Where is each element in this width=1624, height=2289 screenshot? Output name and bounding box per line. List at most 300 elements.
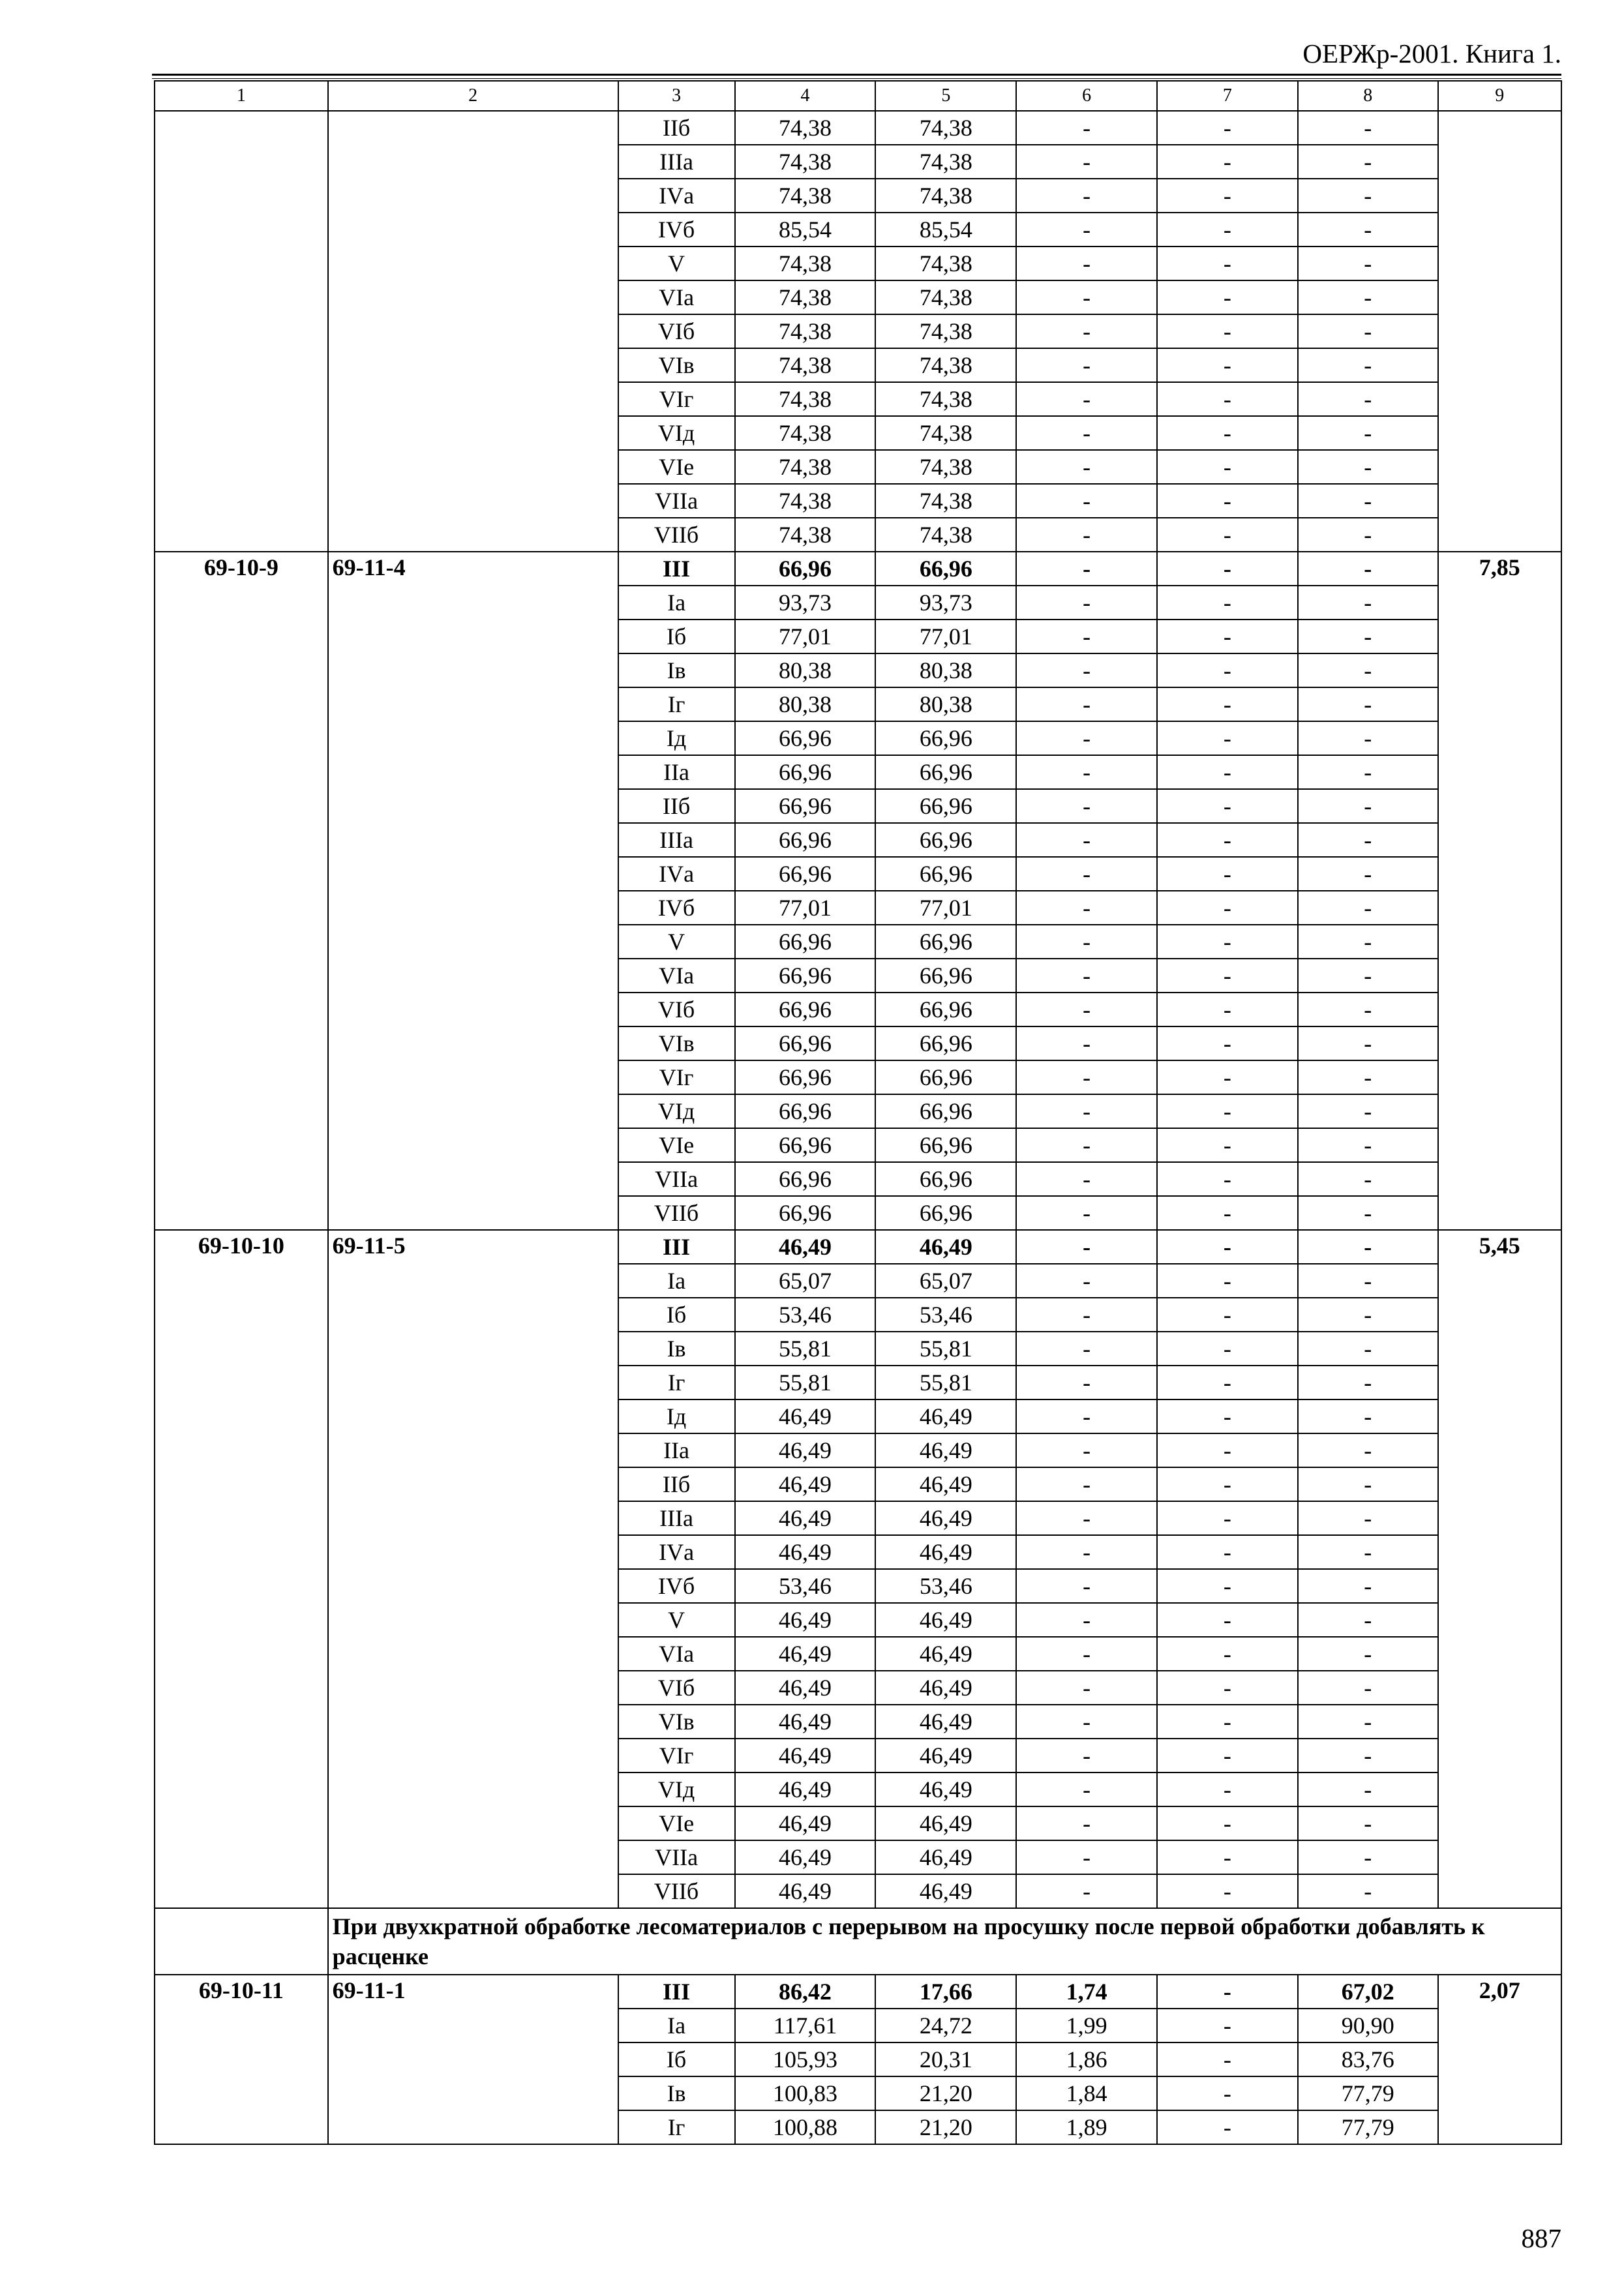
value-cell: -	[1298, 416, 1438, 450]
value-cell: -	[1157, 1332, 1298, 1366]
zone-cell: Iб	[618, 2042, 735, 2076]
value-cell: 66,96	[875, 1094, 1016, 1128]
table-row	[155, 1230, 1561, 1264]
value-cell: -	[1157, 1705, 1298, 1739]
value-cell: -	[1298, 145, 1438, 179]
value-cell: -	[1157, 348, 1298, 382]
value-cell: 53,46	[875, 1298, 1016, 1332]
value-cell: 74,38	[735, 416, 876, 450]
zone-cell: Iд	[618, 1399, 735, 1433]
value-cell: -	[1157, 2009, 1298, 2042]
value-cell: -	[1157, 1264, 1298, 1298]
value-cell: 46,49	[735, 1773, 876, 1806]
value-cell: -	[1016, 484, 1157, 518]
value-cell: 66,96	[735, 755, 876, 789]
value-cell: -	[1298, 111, 1438, 145]
value-cell: 77,01	[875, 891, 1016, 925]
value-cell: -	[1016, 1196, 1157, 1230]
value-cell: 66,96	[875, 1196, 1016, 1230]
value-cell: -	[1298, 1366, 1438, 1399]
value-cell: 66,96	[735, 1162, 876, 1196]
rate-code-cell: 69-10-11	[155, 1975, 328, 2144]
column-number-row	[155, 81, 1561, 111]
value-cell: -	[1298, 1637, 1438, 1671]
value-cell: 86,42	[735, 1975, 876, 2009]
value-cell: -	[1157, 382, 1298, 416]
value-cell: -	[1298, 1094, 1438, 1128]
reference-code-cell: 69-11-1	[328, 1975, 618, 2144]
value-cell: -	[1016, 280, 1157, 314]
value-cell: 46,49	[735, 1603, 876, 1637]
zone-cell: V	[618, 247, 735, 280]
value-cell: -	[1157, 1399, 1298, 1433]
value-cell: -	[1016, 1162, 1157, 1196]
value-cell: -	[1157, 925, 1298, 959]
value-cell: 66,96	[735, 1128, 876, 1162]
value-cell: -	[1016, 1230, 1157, 1264]
value-cell: -	[1298, 925, 1438, 959]
value-cell: -	[1298, 484, 1438, 518]
value-cell: -	[1157, 1535, 1298, 1569]
zone-cell: VIIа	[618, 484, 735, 518]
value-cell: -	[1016, 213, 1157, 247]
zone-cell: VIг	[618, 382, 735, 416]
value-cell: -	[1157, 213, 1298, 247]
value-cell: -	[1016, 823, 1157, 857]
value-cell: -	[1298, 857, 1438, 891]
value-cell: -	[1157, 1501, 1298, 1535]
value-cell: 77,01	[735, 891, 876, 925]
value-cell: -	[1298, 1332, 1438, 1366]
column-number-cell: 2	[328, 81, 618, 111]
value-cell: 66,96	[875, 755, 1016, 789]
value-cell: 21,20	[875, 2076, 1016, 2110]
zone-cell: IIб	[618, 789, 735, 823]
header-rule	[152, 74, 1561, 76]
value-cell: -	[1157, 586, 1298, 620]
value-cell: 100,88	[735, 2110, 876, 2144]
table-row	[155, 552, 1561, 586]
zone-cell: VIIб	[618, 1196, 735, 1230]
value-cell: 17,66	[875, 1975, 1016, 2009]
value-cell: 74,38	[735, 145, 876, 179]
value-cell: -	[1016, 348, 1157, 382]
value-cell: 66,96	[735, 1094, 876, 1128]
page-number: 887	[1521, 2223, 1561, 2253]
column-9-cell: 7,85	[1438, 552, 1561, 1230]
value-cell: 46,49	[735, 1874, 876, 1908]
value-cell: 93,73	[735, 586, 876, 620]
value-cell: -	[1157, 1433, 1298, 1467]
value-cell: 80,38	[875, 653, 1016, 687]
value-cell: -	[1016, 552, 1157, 586]
value-cell: -	[1298, 450, 1438, 484]
value-cell: -	[1016, 1128, 1157, 1162]
value-cell: -	[1157, 179, 1298, 213]
value-cell: -	[1157, 1975, 1298, 2009]
value-cell: -	[1016, 1739, 1157, 1773]
column-number-cell: 8	[1298, 81, 1438, 111]
rates-table	[154, 80, 1562, 2145]
value-cell: -	[1157, 1637, 1298, 1671]
value-cell: 55,81	[875, 1332, 1016, 1366]
column-number-cell: 4	[735, 81, 876, 111]
value-cell: 46,49	[735, 1467, 876, 1501]
value-cell: -	[1298, 721, 1438, 755]
table-row	[155, 1975, 1561, 2009]
reference-code-cell	[328, 111, 618, 552]
value-cell: 74,38	[875, 484, 1016, 518]
value-cell: -	[1298, 1162, 1438, 1196]
zone-cell: V	[618, 925, 735, 959]
value-cell: -	[1157, 111, 1298, 145]
value-cell: -	[1016, 1705, 1157, 1739]
value-cell: -	[1157, 1671, 1298, 1705]
value-cell: -	[1298, 1026, 1438, 1060]
value-cell: -	[1157, 416, 1298, 450]
zone-cell: Iв	[618, 1332, 735, 1366]
value-cell: -	[1298, 1264, 1438, 1298]
value-cell: -	[1298, 552, 1438, 586]
value-cell: -	[1298, 993, 1438, 1026]
value-cell: 46,49	[735, 1806, 876, 1840]
value-cell: -	[1298, 247, 1438, 280]
value-cell: -	[1298, 314, 1438, 348]
value-cell: -	[1298, 789, 1438, 823]
value-cell: -	[1157, 518, 1298, 552]
value-cell: 46,49	[735, 1637, 876, 1671]
value-cell: -	[1298, 620, 1438, 653]
value-cell: 80,38	[735, 687, 876, 721]
value-cell: 117,61	[735, 2009, 876, 2042]
value-cell: -	[1157, 1773, 1298, 1806]
value-cell: -	[1298, 280, 1438, 314]
value-cell: 46,49	[875, 1501, 1016, 1535]
value-cell: 66,96	[735, 1196, 876, 1230]
value-cell: -	[1298, 1806, 1438, 1840]
rate-code-cell: 69-10-10	[155, 1230, 328, 1908]
value-cell: -	[1016, 1806, 1157, 1840]
value-cell: -	[1298, 382, 1438, 416]
value-cell: -	[1016, 1094, 1157, 1128]
value-cell: 1,74	[1016, 1975, 1157, 2009]
value-cell: -	[1157, 755, 1298, 789]
note-text: При двухкратной обработке лесоматериалов с перерывом на просушку после первой обработки добавлять к расценке	[328, 1908, 1561, 1975]
value-cell: 74,38	[735, 348, 876, 382]
zone-cell: Iг	[618, 2110, 735, 2144]
value-cell: 77,01	[875, 620, 1016, 653]
value-cell: -	[1298, 1060, 1438, 1094]
value-cell: 46,49	[875, 1874, 1016, 1908]
zone-cell: VIв	[618, 1026, 735, 1060]
value-cell: -	[1016, 620, 1157, 653]
column-9-cell	[1438, 111, 1561, 552]
value-cell: -	[1298, 1230, 1438, 1264]
value-cell: -	[1298, 1671, 1438, 1705]
value-cell: -	[1157, 1230, 1298, 1264]
value-cell: 74,38	[735, 314, 876, 348]
column-9-cell: 2,07	[1438, 1975, 1561, 2144]
value-cell: 46,49	[875, 1433, 1016, 1467]
value-cell: 46,49	[735, 1501, 876, 1535]
value-cell: -	[1298, 586, 1438, 620]
value-cell: -	[1298, 1433, 1438, 1467]
zone-cell: Iв	[618, 653, 735, 687]
value-cell: 105,93	[735, 2042, 876, 2076]
value-cell: -	[1157, 280, 1298, 314]
value-cell: 66,96	[735, 857, 876, 891]
zone-cell: VIб	[618, 314, 735, 348]
column-number-cell: 7	[1157, 81, 1298, 111]
value-cell: -	[1016, 518, 1157, 552]
document-header-title: ОЕРЖр-2001. Книга 1.	[1302, 38, 1561, 68]
value-cell: -	[1157, 145, 1298, 179]
value-cell: -	[1298, 1501, 1438, 1535]
value-cell: -	[1016, 1773, 1157, 1806]
value-cell: -	[1016, 1840, 1157, 1874]
value-cell: 74,38	[735, 247, 876, 280]
value-cell: 66,96	[875, 1162, 1016, 1196]
zone-cell: IIб	[618, 111, 735, 145]
value-cell: -	[1298, 687, 1438, 721]
value-cell: 74,38	[875, 280, 1016, 314]
value-cell: -	[1157, 2076, 1298, 2110]
value-cell: 55,81	[735, 1366, 876, 1399]
value-cell: 80,38	[735, 653, 876, 687]
zone-cell: Iб	[618, 1298, 735, 1332]
zone-cell: III	[618, 1975, 735, 2009]
value-cell: 74,38	[875, 145, 1016, 179]
value-cell: 74,38	[735, 280, 876, 314]
value-cell: -	[1298, 348, 1438, 382]
value-cell: 46,49	[735, 1433, 876, 1467]
zone-cell: Iа	[618, 586, 735, 620]
value-cell: -	[1016, 1501, 1157, 1535]
zone-cell: Iг	[618, 687, 735, 721]
zone-cell: VIг	[618, 1060, 735, 1094]
value-cell: 46,49	[875, 1230, 1016, 1264]
value-cell: -	[1157, 1467, 1298, 1501]
zone-cell: VIа	[618, 1637, 735, 1671]
value-cell: 74,38	[875, 450, 1016, 484]
value-cell: -	[1298, 1773, 1438, 1806]
reference-code-cell: 69-11-4	[328, 552, 618, 1230]
column-number-cell: 9	[1438, 81, 1561, 111]
header-rule-thin	[152, 78, 1561, 79]
value-cell: -	[1016, 145, 1157, 179]
value-cell: 66,96	[875, 552, 1016, 586]
value-cell: 1,99	[1016, 2009, 1157, 2042]
value-cell: -	[1016, 1637, 1157, 1671]
zone-cell: VIб	[618, 993, 735, 1026]
value-cell: -	[1016, 586, 1157, 620]
value-cell: -	[1016, 1026, 1157, 1060]
value-cell: -	[1016, 959, 1157, 993]
value-cell: -	[1298, 959, 1438, 993]
value-cell: -	[1298, 213, 1438, 247]
value-cell: -	[1157, 1569, 1298, 1603]
note-row	[155, 1908, 1561, 1975]
table-row	[155, 111, 1561, 145]
zone-cell: VIа	[618, 959, 735, 993]
value-cell: 66,96	[875, 993, 1016, 1026]
value-cell: -	[1016, 857, 1157, 891]
zone-cell: IIIа	[618, 823, 735, 857]
value-cell: 66,96	[875, 1026, 1016, 1060]
zone-cell: VIд	[618, 416, 735, 450]
value-cell: -	[1298, 179, 1438, 213]
value-cell: 46,49	[875, 1535, 1016, 1569]
value-cell: 21,20	[875, 2110, 1016, 2144]
value-cell: 46,49	[875, 1739, 1016, 1773]
value-cell: 74,38	[875, 314, 1016, 348]
value-cell: 67,02	[1298, 1975, 1438, 2009]
value-cell: -	[1016, 721, 1157, 755]
value-cell: 66,96	[735, 993, 876, 1026]
value-cell: 1,89	[1016, 2110, 1157, 2144]
zone-cell: IVб	[618, 1569, 735, 1603]
value-cell: -	[1016, 1535, 1157, 1569]
value-cell: -	[1157, 1840, 1298, 1874]
value-cell: -	[1016, 891, 1157, 925]
value-cell: -	[1298, 518, 1438, 552]
value-cell: 46,49	[735, 1739, 876, 1773]
value-cell: 1,86	[1016, 2042, 1157, 2076]
column-number-cell: 5	[875, 81, 1016, 111]
value-cell: -	[1016, 1298, 1157, 1332]
zone-cell: VIд	[618, 1773, 735, 1806]
reference-code-cell: 69-11-5	[328, 1230, 618, 1908]
value-cell: 53,46	[735, 1298, 876, 1332]
value-cell: 55,81	[735, 1332, 876, 1366]
value-cell: -	[1157, 2042, 1298, 2076]
value-cell: 46,49	[875, 1399, 1016, 1433]
value-cell: 46,49	[735, 1535, 876, 1569]
value-cell: -	[1016, 111, 1157, 145]
value-cell: -	[1298, 1603, 1438, 1637]
value-cell: 66,96	[735, 925, 876, 959]
value-cell: 66,96	[735, 721, 876, 755]
value-cell: -	[1016, 1332, 1157, 1366]
value-cell: -	[1157, 247, 1298, 280]
value-cell: -	[1016, 925, 1157, 959]
value-cell: -	[1157, 653, 1298, 687]
value-cell: -	[1298, 891, 1438, 925]
value-cell: 46,49	[875, 1705, 1016, 1739]
value-cell: 24,72	[875, 2009, 1016, 2042]
value-cell: 65,07	[735, 1264, 876, 1298]
value-cell: 74,38	[735, 518, 876, 552]
zone-cell: IIIа	[618, 145, 735, 179]
value-cell: 66,96	[875, 1060, 1016, 1094]
value-cell: -	[1157, 1094, 1298, 1128]
value-cell: -	[1157, 789, 1298, 823]
value-cell: -	[1298, 1467, 1438, 1501]
value-cell: -	[1016, 1603, 1157, 1637]
value-cell: -	[1157, 1366, 1298, 1399]
value-cell: -	[1157, 1874, 1298, 1908]
value-cell: -	[1157, 314, 1298, 348]
value-cell: -	[1016, 314, 1157, 348]
value-cell: 66,96	[735, 823, 876, 857]
value-cell: 46,49	[875, 1637, 1016, 1671]
value-cell: -	[1016, 1366, 1157, 1399]
value-cell: -	[1157, 484, 1298, 518]
value-cell: 93,73	[875, 586, 1016, 620]
value-cell: 65,07	[875, 1264, 1016, 1298]
zone-cell: IVб	[618, 891, 735, 925]
value-cell: -	[1157, 1026, 1298, 1060]
value-cell: -	[1016, 1264, 1157, 1298]
value-cell: 74,38	[735, 450, 876, 484]
zone-cell: VIIа	[618, 1162, 735, 1196]
value-cell: 46,49	[875, 1773, 1016, 1806]
column-number-cell: 1	[155, 81, 328, 111]
value-cell: 80,38	[875, 687, 1016, 721]
value-cell: -	[1157, 993, 1298, 1026]
value-cell: 83,76	[1298, 2042, 1438, 2076]
value-cell: 90,90	[1298, 2009, 1438, 2042]
value-cell: -	[1157, 721, 1298, 755]
value-cell: -	[1298, 1535, 1438, 1569]
column-number-cell: 6	[1016, 81, 1157, 111]
value-cell: -	[1157, 620, 1298, 653]
value-cell: 85,54	[875, 213, 1016, 247]
value-cell: 74,38	[875, 518, 1016, 552]
value-cell: -	[1157, 823, 1298, 857]
zone-cell: VIIб	[618, 1874, 735, 1908]
value-cell: -	[1298, 653, 1438, 687]
zone-cell: VIв	[618, 348, 735, 382]
value-cell: 46,49	[875, 1671, 1016, 1705]
value-cell: 46,49	[875, 1840, 1016, 1874]
value-cell: -	[1298, 1874, 1438, 1908]
zone-cell: Iд	[618, 721, 735, 755]
zone-cell: IIа	[618, 755, 735, 789]
value-cell: -	[1157, 1128, 1298, 1162]
rate-code-cell	[155, 111, 328, 552]
zone-cell: IIIа	[618, 1501, 735, 1535]
value-cell: -	[1016, 1874, 1157, 1908]
value-cell: 55,81	[875, 1366, 1016, 1399]
zone-cell: Iа	[618, 2009, 735, 2042]
value-cell: -	[1157, 1298, 1298, 1332]
value-cell: -	[1016, 1399, 1157, 1433]
zone-cell: IVа	[618, 1535, 735, 1569]
note-empty-cell	[155, 1908, 328, 1975]
zone-cell: VIд	[618, 1094, 735, 1128]
value-cell: -	[1016, 416, 1157, 450]
value-cell: 74,38	[875, 179, 1016, 213]
zone-cell: VIе	[618, 450, 735, 484]
value-cell: -	[1157, 552, 1298, 586]
value-cell: 66,96	[875, 925, 1016, 959]
value-cell: 20,31	[875, 2042, 1016, 2076]
value-cell: 66,96	[735, 959, 876, 993]
value-cell: 74,38	[875, 247, 1016, 280]
value-cell: -	[1016, 247, 1157, 280]
value-cell: 74,38	[875, 111, 1016, 145]
value-cell: -	[1016, 1060, 1157, 1094]
value-cell: -	[1157, 857, 1298, 891]
value-cell: 53,46	[875, 1569, 1016, 1603]
value-cell: 77,01	[735, 620, 876, 653]
zone-cell: IIб	[618, 1467, 735, 1501]
zone-cell: VIв	[618, 1705, 735, 1739]
value-cell: -	[1157, 1162, 1298, 1196]
column-number-cell: 3	[618, 81, 735, 111]
value-cell: -	[1016, 687, 1157, 721]
